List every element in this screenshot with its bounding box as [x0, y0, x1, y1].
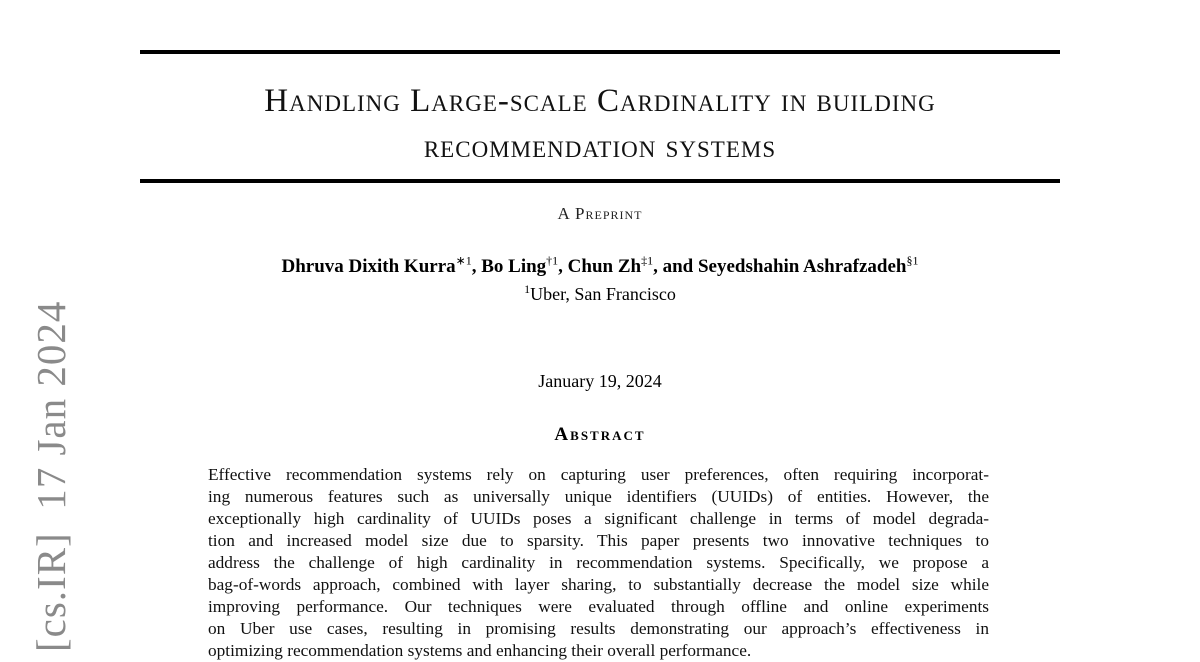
abstract-line: ing numerous features such as universally unique identifiers (UUIDs) of entities. However, the	[208, 487, 989, 506]
paper-title	[0, 78, 1200, 170]
affiliation-superscript: 1	[524, 282, 531, 296]
abstract-line: improving performance. Our techniques were evaluated through offline and online experiments	[208, 597, 989, 616]
abstract-line: optimizing recommendation systems and enhancing their overall performance.	[208, 641, 752, 660]
affiliation-line	[0, 284, 1200, 305]
title-rule-bottom	[140, 179, 1060, 183]
author-name: Seyedshahin Ashrafzadeh	[697, 256, 907, 277]
author-footnote-mark: ∗1	[455, 253, 472, 268]
abstract-line: tion and increased model size due to sparsity. This paper presents two innovative techniques to	[208, 531, 989, 550]
author-footnote-mark: †1	[546, 253, 559, 268]
author-line	[0, 253, 1200, 278]
abstract-line: bag-of-words approach, combined with layer sharing, to substantially decrease the model size while	[208, 575, 989, 594]
paper-date: January 19, 2024	[538, 371, 662, 391]
abstract-line: Effective recommendation systems rely on capturing user preferences, often requiring incorporat-	[208, 465, 989, 484]
arxiv-watermark: [cs.IR] 17 Jan 2024	[28, 300, 74, 652]
author-name: Chun Zh	[567, 256, 642, 277]
title-rule-top	[140, 50, 1060, 54]
abstract-line: address the challenge of high cardinality in recommendation systems. Specifically, we propose a	[208, 553, 989, 572]
preprint-label: A Preprint	[557, 204, 643, 223]
author-separator: ,	[558, 256, 568, 277]
author-footnote-mark: §1	[906, 253, 919, 268]
author-separator: ,	[471, 256, 482, 277]
author-footnote-mark: ‡1	[641, 253, 654, 268]
author-name: Dhruva Dixith Kurra	[281, 256, 456, 277]
paper-title-line1: Handling Large-scale Cardinality in building	[264, 83, 936, 119]
affiliation-text: Uber, San Francisco	[530, 284, 676, 304]
author-name: Bo Ling	[481, 256, 547, 277]
abstract-line: exceptionally high cardinality of UUIDs poses a significant challenge in terms of model degrada-	[208, 509, 989, 528]
author-separator: , and	[653, 256, 698, 277]
paper-title-line2: recommendation systems	[423, 129, 777, 165]
abstract-paragraph	[208, 464, 989, 662]
abstract-line: on Uber use cases, resulting in promising results demonstrating our approach’s effectiveness in	[208, 619, 989, 638]
abstract-heading: Abstract	[554, 424, 646, 445]
